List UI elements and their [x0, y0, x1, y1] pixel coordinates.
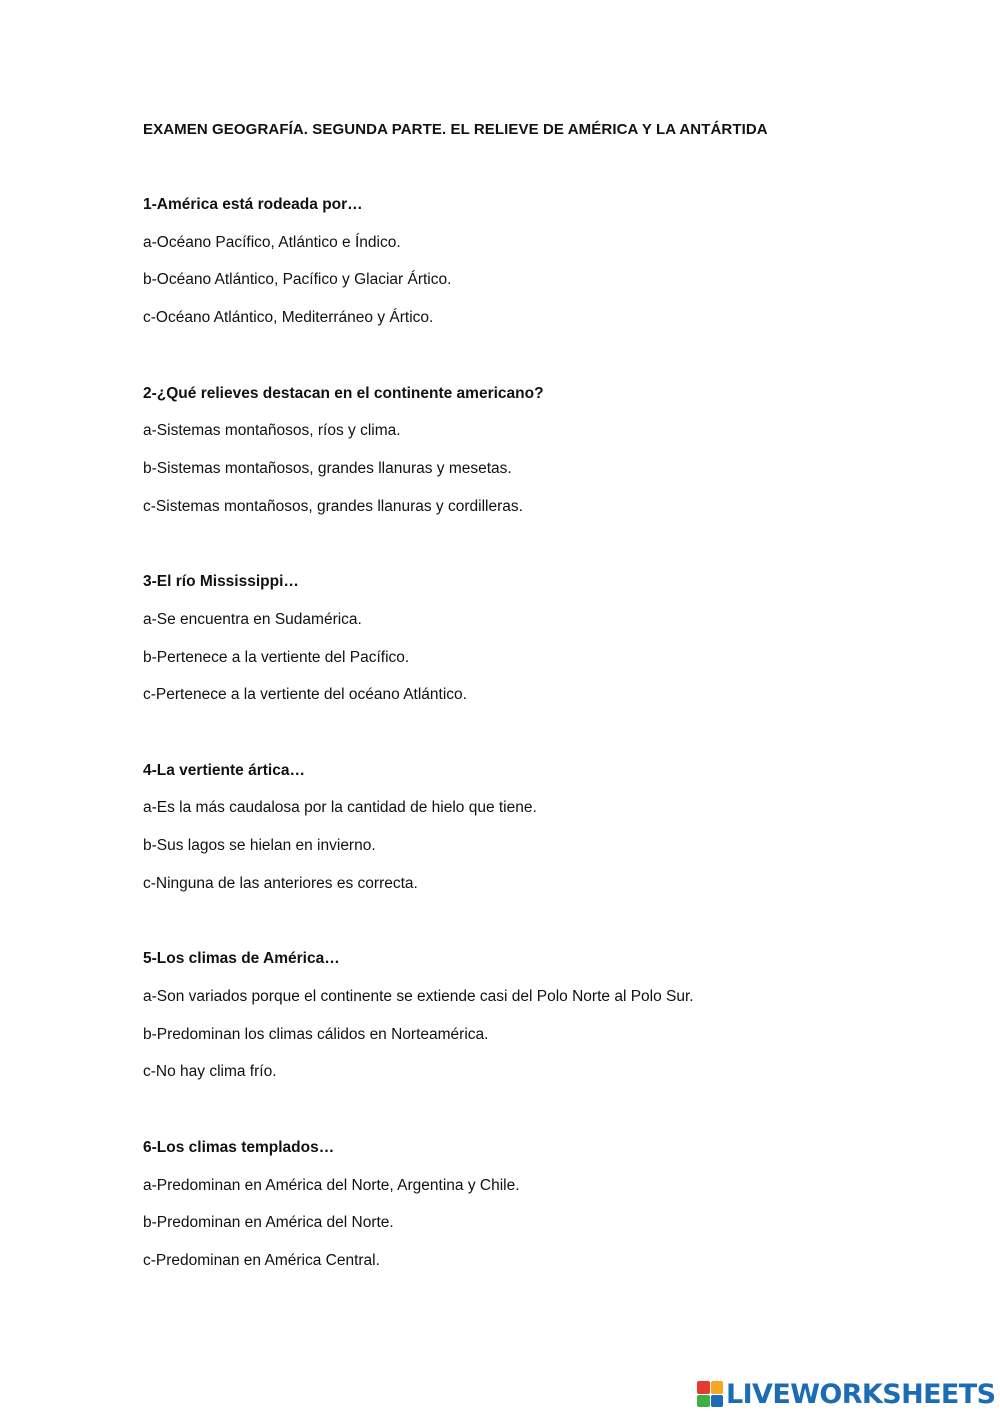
question-4: [143, 761, 923, 950]
question-text: 4-La vertiente ártica…: [143, 761, 305, 779]
answer-option-c[interactable]: c-Ninguna de las anteriores es correcta.: [143, 874, 418, 892]
question-list: [143, 195, 923, 1327]
question-1: [143, 195, 923, 384]
answer-option-a[interactable]: a-Se encuentra en Sudamérica.: [143, 610, 362, 628]
answer-option-b[interactable]: b-Predominan los climas cálidos en Norteamérica.: [143, 1025, 489, 1043]
answer-option-a[interactable]: a-Es la más caudalosa por la cantidad de hielo que tiene.: [143, 799, 537, 817]
answer-option-b[interactable]: b-Sistemas montañosos, grandes llanuras y mesetas.: [143, 459, 512, 477]
question-text: 6-Los climas templados…: [143, 1138, 335, 1156]
answer-option-c[interactable]: c-Predominan en América Central.: [143, 1252, 380, 1270]
answer-option-b[interactable]: b-Sus lagos se hielan en invierno.: [143, 837, 376, 855]
logo-tile-icon: [697, 1395, 710, 1408]
question-text: 2-¿Qué relieves destacan en el continente americano?: [143, 384, 544, 402]
answer-option-b[interactable]: b-Océano Atlántico, Pacífico y Glaciar Ártico.: [143, 271, 452, 289]
answer-option-a[interactable]: a-Océano Pacífico, Atlántico e Índico.: [143, 233, 401, 251]
answer-option-a[interactable]: a-Predominan en América del Norte, Argentina y Chile.: [143, 1176, 520, 1194]
answer-option-a[interactable]: a-Sistemas montañosos, ríos y clima.: [143, 422, 401, 440]
question-3: [143, 572, 923, 761]
liveworksheets-logo: [697, 1377, 995, 1411]
question-6: [143, 1138, 923, 1327]
logo-tile-icon: [711, 1381, 724, 1394]
answer-option-b[interactable]: b-Predominan en América del Norte.: [143, 1214, 394, 1232]
logo-mark-icon: [697, 1381, 723, 1407]
logo-tile-icon: [711, 1395, 724, 1408]
question-5: [143, 949, 923, 1138]
answer-option-a[interactable]: a-Son variados porque el continente se extiende casi del Polo Norte al Polo Sur.: [143, 988, 694, 1006]
answer-option-c[interactable]: c-Pertenece a la vertiente del océano Atlántico.: [143, 686, 467, 704]
answer-option-c[interactable]: c-No hay clima frío.: [143, 1063, 277, 1081]
answer-option-b[interactable]: b-Pertenece a la vertiente del Pacífico.: [143, 648, 410, 666]
question-text: 5-Los climas de América…: [143, 950, 340, 968]
question-text: 3-El río Mississippi…: [143, 573, 299, 591]
answer-option-c[interactable]: c-Sistemas montañosos, grandes llanuras y cordilleras.: [143, 497, 523, 515]
logo-text: LIVEWORKSHEETS: [726, 1378, 996, 1410]
answer-option-c[interactable]: c-Océano Atlántico, Mediterráneo y Ártico.: [143, 309, 434, 327]
question-2: [143, 384, 923, 573]
page-title: EXAMEN GEOGRAFÍA. SEGUNDA PARTE. EL RELIEVE DE AMÉRICA Y LA ANTÁRTIDA: [143, 121, 768, 138]
logo-tile-icon: [697, 1381, 710, 1394]
question-text: 1-América está rodeada por…: [143, 196, 363, 213]
